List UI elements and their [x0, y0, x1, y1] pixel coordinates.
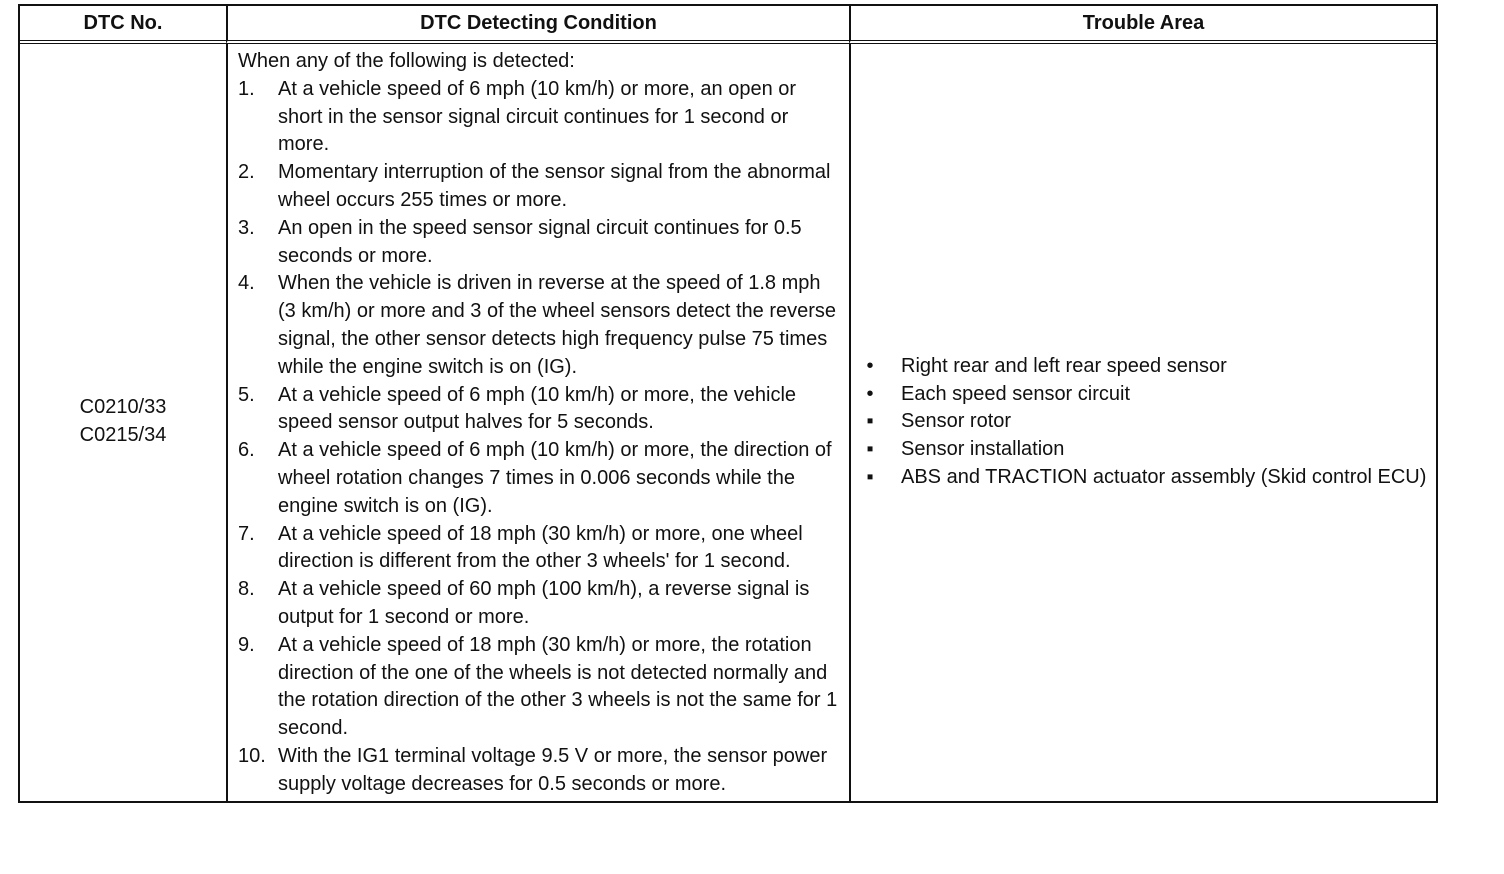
condition-number: 7. — [238, 522, 255, 545]
condition-text: Momentary interruption of the sensor signal from the abnormal wheel occurs 255 times or more. — [278, 161, 831, 211]
trouble-area-item — [861, 408, 1428, 436]
condition-item — [238, 382, 841, 438]
condition-list — [238, 76, 841, 799]
header-row — [20, 6, 1436, 44]
header-condition: DTC Detecting Condition — [226, 6, 849, 44]
condition-item — [238, 270, 841, 381]
condition-item — [238, 437, 841, 520]
dtc-code: C0215/34 — [79, 424, 167, 447]
condition-item — [238, 521, 841, 577]
condition-cell — [226, 44, 849, 801]
condition-item — [238, 215, 841, 271]
dtc-code-cell — [20, 44, 226, 801]
trouble-area-item — [861, 464, 1428, 492]
condition-number: 6. — [238, 439, 255, 462]
condition-number: 9. — [238, 633, 255, 656]
bullet-icon: ▪ — [866, 465, 874, 488]
condition-number: 8. — [238, 578, 255, 601]
trouble-area-text: Right rear and left rear speed sensor — [901, 354, 1227, 377]
condition-text: At a vehicle speed of 6 mph (10 km/h) or more, an open or short in the sensor signal circuit continues for 1 second or more. — [278, 77, 797, 156]
bullet-icon: ▪ — [866, 410, 874, 433]
trouble-area-item — [861, 436, 1428, 464]
table-row — [20, 44, 1436, 801]
condition-item — [238, 159, 841, 215]
condition-item — [238, 632, 841, 743]
condition-number: 4. — [238, 272, 255, 295]
condition-number: 5. — [238, 383, 255, 406]
trouble-area-list — [861, 353, 1428, 492]
condition-text: At a vehicle speed of 60 mph (100 km/h), a reverse signal is output for 1 second or more. — [278, 578, 810, 628]
condition-text: At a vehicle speed of 6 mph (10 km/h) or more, the vehicle speed sensor output halves for 5 seconds. — [278, 383, 797, 434]
condition-number: 3. — [238, 216, 255, 239]
trouble-area-cell — [849, 44, 1436, 801]
condition-item — [238, 576, 841, 632]
trouble-area-text: Each speed sensor circuit — [901, 382, 1131, 405]
trouble-area-text: ABS and TRACTION actuator assembly (Skid control ECU) — [901, 465, 1427, 488]
bullet-icon: • — [866, 382, 874, 405]
trouble-area-item — [861, 381, 1428, 409]
condition-intro: When any of the following is detected: — [238, 50, 575, 72]
condition-text: At a vehicle speed of 18 mph (30 km/h) or more, the rotation direction of the one of the wheels is not detected normally and the rotation direction of the other 3 wheels is not the same for 1 second. — [278, 633, 838, 740]
bullet-icon: ▪ — [866, 438, 874, 461]
dtc-code: C0210/33 — [79, 396, 167, 419]
condition-number: 1. — [238, 77, 255, 100]
condition-item — [238, 76, 841, 159]
trouble-area-text: Sensor installation — [901, 438, 1065, 461]
trouble-area-text: Sensor rotor — [901, 410, 1012, 433]
condition-text: When the vehicle is driven in reverse at the speed of 1.8 mph (3 km/h) or more and 3 of the wheel sensors detect the reverse signal, the other sensor detects high frequency pulse 75 times while the engine switch is on (IG). — [278, 272, 837, 378]
dtc-table — [18, 4, 1438, 803]
condition-text: At a vehicle speed of 6 mph (10 km/h) or more, the direction of wheel rotation changes 7 times in 0.006 seconds while the engine switch is on (IG). — [278, 439, 832, 517]
condition-text: An open in the speed sensor signal circuit continues for 0.5 seconds or more. — [278, 216, 802, 267]
trouble-area-item — [861, 353, 1428, 381]
condition-number: 10. — [238, 744, 266, 767]
condition-text: At a vehicle speed of 18 mph (30 km/h) or more, one wheel direction is different from the other 3 wheels' for 1 second. — [278, 522, 803, 573]
condition-number: 2. — [238, 161, 255, 184]
condition-text: With the IG1 terminal voltage 9.5 V or more, the sensor power supply voltage decreases for 0.5 seconds or more. — [278, 744, 828, 795]
header-trouble-area: Trouble Area — [849, 6, 1436, 44]
bullet-icon: • — [866, 354, 874, 377]
condition-item — [238, 743, 841, 799]
header-dtc-no: DTC No. — [20, 6, 226, 44]
